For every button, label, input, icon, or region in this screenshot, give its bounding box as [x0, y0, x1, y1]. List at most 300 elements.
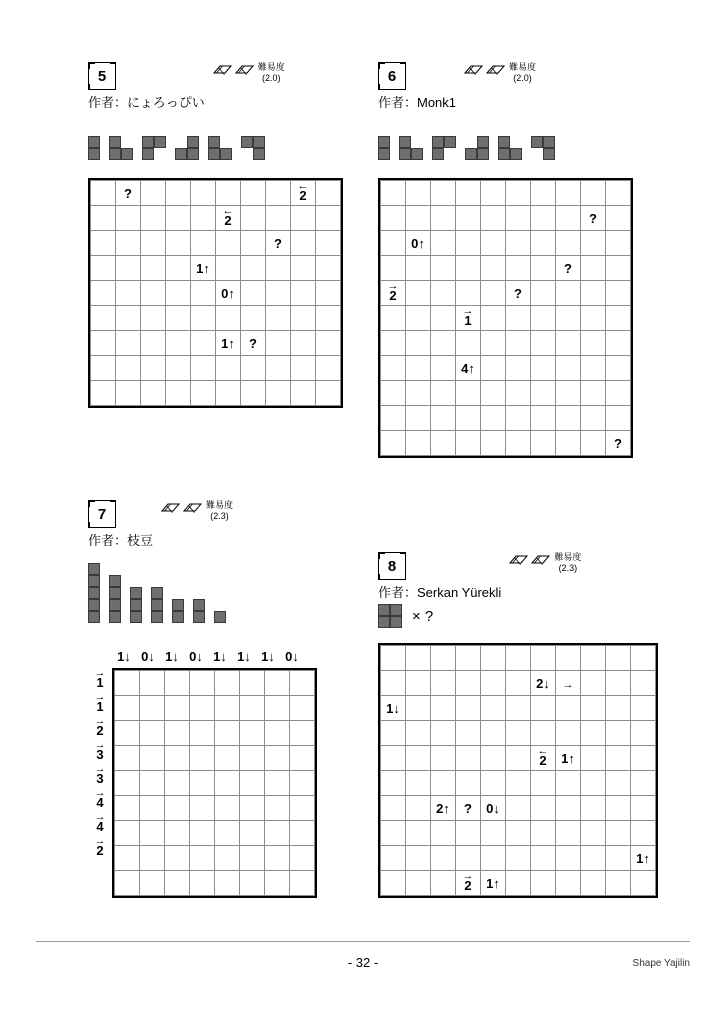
- grid-cell[interactable]: [140, 721, 165, 746]
- grid-cell[interactable]: [240, 696, 265, 721]
- grid-cell[interactable]: [406, 646, 431, 671]
- grid-cell[interactable]: [631, 771, 656, 796]
- grid-cell[interactable]: [431, 356, 456, 381]
- grid-cell[interactable]: [381, 381, 406, 406]
- grid-cell[interactable]: [266, 306, 291, 331]
- grid-cell[interactable]: [191, 256, 216, 281]
- grid-cell[interactable]: [141, 206, 166, 231]
- grid-cell[interactable]: [431, 256, 456, 281]
- grid-cell[interactable]: [116, 206, 141, 231]
- grid-cell[interactable]: [631, 646, 656, 671]
- grid-cell[interactable]: [166, 331, 191, 356]
- grid-cell[interactable]: [241, 231, 266, 256]
- grid-cell[interactable]: [506, 696, 531, 721]
- grid-cell[interactable]: [381, 821, 406, 846]
- grid-cell[interactable]: [240, 771, 265, 796]
- grid-table[interactable]: [114, 670, 315, 896]
- grid-cell[interactable]: [290, 821, 315, 846]
- grid-cell[interactable]: [556, 281, 581, 306]
- grid-cell[interactable]: [531, 356, 556, 381]
- grid-cell[interactable]: [215, 871, 240, 896]
- grid-cell[interactable]: [215, 821, 240, 846]
- grid-cell[interactable]: [431, 181, 456, 206]
- grid-cell[interactable]: [241, 306, 266, 331]
- grid-cell[interactable]: [481, 206, 506, 231]
- grid-cell[interactable]: [166, 256, 191, 281]
- grid-cell[interactable]: [456, 306, 481, 331]
- grid-cell[interactable]: [431, 696, 456, 721]
- grid-cell[interactable]: [191, 206, 216, 231]
- grid-cell[interactable]: [581, 181, 606, 206]
- grid-cell[interactable]: [116, 281, 141, 306]
- grid-cell[interactable]: [115, 796, 140, 821]
- grid-cell[interactable]: [506, 431, 531, 456]
- grid-cell[interactable]: [506, 181, 531, 206]
- grid-cell[interactable]: [166, 206, 191, 231]
- grid-cell[interactable]: [316, 256, 341, 281]
- grid-cell[interactable]: [431, 821, 456, 846]
- grid-cell[interactable]: [606, 181, 631, 206]
- grid-cell[interactable]: [431, 846, 456, 871]
- grid-cell[interactable]: [406, 721, 431, 746]
- grid-cell[interactable]: [456, 406, 481, 431]
- grid-cell[interactable]: [606, 771, 631, 796]
- grid-cell[interactable]: [456, 746, 481, 771]
- grid-cell[interactable]: [581, 356, 606, 381]
- grid-cell[interactable]: [191, 306, 216, 331]
- grid-cell[interactable]: [456, 181, 481, 206]
- grid-cell[interactable]: [216, 356, 241, 381]
- grid-cell[interactable]: [191, 356, 216, 381]
- grid-cell[interactable]: [556, 746, 581, 771]
- grid-cell[interactable]: [381, 771, 406, 796]
- grid-cell[interactable]: [381, 181, 406, 206]
- grid-cell[interactable]: [115, 771, 140, 796]
- grid-cell[interactable]: [166, 356, 191, 381]
- grid-cell[interactable]: [556, 406, 581, 431]
- grid-cell[interactable]: [290, 846, 315, 871]
- grid-cell[interactable]: [506, 281, 531, 306]
- grid-cell[interactable]: [216, 381, 241, 406]
- grid-cell[interactable]: [406, 671, 431, 696]
- grid-cell[interactable]: [216, 281, 241, 306]
- grid-cell[interactable]: [316, 206, 341, 231]
- grid-cell[interactable]: [431, 381, 456, 406]
- grid-cell[interactable]: [266, 206, 291, 231]
- grid-cell[interactable]: [581, 231, 606, 256]
- grid-cell[interactable]: [631, 696, 656, 721]
- grid-cell[interactable]: [431, 331, 456, 356]
- grid-cell[interactable]: [506, 356, 531, 381]
- grid-cell[interactable]: [290, 771, 315, 796]
- grid-cell[interactable]: [556, 871, 581, 896]
- grid-cell[interactable]: [556, 181, 581, 206]
- grid-cell[interactable]: [381, 721, 406, 746]
- grid-cell[interactable]: [140, 746, 165, 771]
- grid-cell[interactable]: [406, 381, 431, 406]
- grid-cell[interactable]: [166, 231, 191, 256]
- grid-cell[interactable]: [531, 381, 556, 406]
- grid-cell[interactable]: [456, 431, 481, 456]
- grid-cell[interactable]: [481, 356, 506, 381]
- grid-cell[interactable]: [406, 871, 431, 896]
- grid-cell[interactable]: [506, 206, 531, 231]
- grid-cell[interactable]: [266, 256, 291, 281]
- grid-cell[interactable]: [531, 181, 556, 206]
- grid-cell[interactable]: [240, 671, 265, 696]
- grid-cell[interactable]: [406, 331, 431, 356]
- puzzle-6-grid[interactable]: [378, 178, 633, 458]
- grid-cell[interactable]: [556, 306, 581, 331]
- grid-cell[interactable]: [191, 331, 216, 356]
- grid-cell[interactable]: [406, 206, 431, 231]
- grid-cell[interactable]: [316, 231, 341, 256]
- grid-cell[interactable]: [506, 771, 531, 796]
- grid-cell[interactable]: [266, 381, 291, 406]
- grid-cell[interactable]: [556, 206, 581, 231]
- grid-cell[interactable]: [606, 821, 631, 846]
- grid-cell[interactable]: [290, 871, 315, 896]
- grid-cell[interactable]: [165, 746, 190, 771]
- grid-cell[interactable]: [140, 671, 165, 696]
- grid-cell[interactable]: [581, 281, 606, 306]
- grid-cell[interactable]: [556, 356, 581, 381]
- grid-cell[interactable]: [91, 331, 116, 356]
- grid-cell[interactable]: [290, 721, 315, 746]
- grid-cell[interactable]: [381, 846, 406, 871]
- grid-cell[interactable]: [456, 671, 481, 696]
- grid-cell[interactable]: [481, 381, 506, 406]
- grid-cell[interactable]: [216, 331, 241, 356]
- grid-cell[interactable]: [531, 231, 556, 256]
- grid-cell[interactable]: [240, 846, 265, 871]
- grid-cell[interactable]: [556, 696, 581, 721]
- grid-cell[interactable]: [556, 256, 581, 281]
- grid-cell[interactable]: [606, 206, 631, 231]
- grid-cell[interactable]: [216, 206, 241, 231]
- grid-cell[interactable]: [215, 771, 240, 796]
- grid-cell[interactable]: [606, 256, 631, 281]
- grid-cell[interactable]: [431, 306, 456, 331]
- grid-cell[interactable]: [116, 356, 141, 381]
- grid-cell[interactable]: [631, 796, 656, 821]
- grid-cell[interactable]: [91, 381, 116, 406]
- grid-cell[interactable]: [431, 406, 456, 431]
- grid-cell[interactable]: [406, 746, 431, 771]
- grid-cell[interactable]: [506, 406, 531, 431]
- grid-cell[interactable]: [456, 381, 481, 406]
- grid-cell[interactable]: [316, 331, 341, 356]
- grid-cell[interactable]: [216, 231, 241, 256]
- grid-cell[interactable]: [240, 721, 265, 746]
- grid-cell[interactable]: [481, 746, 506, 771]
- grid-cell[interactable]: [115, 846, 140, 871]
- puzzle-8-grid[interactable]: [378, 643, 658, 898]
- grid-cell[interactable]: [556, 821, 581, 846]
- grid-cell[interactable]: [456, 231, 481, 256]
- grid-cell[interactable]: [631, 821, 656, 846]
- grid-cell[interactable]: [431, 671, 456, 696]
- grid-cell[interactable]: [506, 671, 531, 696]
- grid-cell[interactable]: [381, 646, 406, 671]
- grid-cell[interactable]: [481, 306, 506, 331]
- puzzle-7-grid[interactable]: [112, 668, 317, 898]
- grid-cell[interactable]: [631, 871, 656, 896]
- grid-cell[interactable]: [581, 746, 606, 771]
- grid-cell[interactable]: [556, 331, 581, 356]
- grid-cell[interactable]: [190, 846, 215, 871]
- grid-cell[interactable]: [406, 181, 431, 206]
- grid-cell[interactable]: [481, 406, 506, 431]
- grid-cell[interactable]: [556, 721, 581, 746]
- grid-cell[interactable]: [91, 206, 116, 231]
- grid-cell[interactable]: [265, 746, 290, 771]
- grid-cell[interactable]: [291, 306, 316, 331]
- puzzle-5-grid[interactable]: [88, 178, 343, 408]
- grid-cell[interactable]: [406, 796, 431, 821]
- grid-cell[interactable]: [166, 281, 191, 306]
- grid-cell[interactable]: [140, 771, 165, 796]
- grid-cell[interactable]: [265, 846, 290, 871]
- grid-cell[interactable]: [265, 696, 290, 721]
- grid-cell[interactable]: [141, 281, 166, 306]
- grid-cell[interactable]: [506, 796, 531, 821]
- grid-cell[interactable]: [116, 256, 141, 281]
- grid-cell[interactable]: [606, 381, 631, 406]
- grid-cell[interactable]: [91, 306, 116, 331]
- grid-cell[interactable]: [215, 696, 240, 721]
- grid-cell[interactable]: [531, 821, 556, 846]
- grid-cell[interactable]: [531, 671, 556, 696]
- grid-cell[interactable]: [406, 356, 431, 381]
- grid-cell[interactable]: [216, 306, 241, 331]
- grid-cell[interactable]: [606, 671, 631, 696]
- grid-cell[interactable]: [606, 696, 631, 721]
- grid-cell[interactable]: [431, 646, 456, 671]
- grid-cell[interactable]: [606, 231, 631, 256]
- grid-cell[interactable]: [265, 821, 290, 846]
- grid-cell[interactable]: [581, 696, 606, 721]
- grid-cell[interactable]: [215, 846, 240, 871]
- grid-cell[interactable]: [556, 381, 581, 406]
- grid-cell[interactable]: [481, 331, 506, 356]
- grid-cell[interactable]: [406, 431, 431, 456]
- grid-cell[interactable]: [456, 871, 481, 896]
- grid-cell[interactable]: [531, 721, 556, 746]
- grid-cell[interactable]: [165, 796, 190, 821]
- grid-cell[interactable]: [141, 181, 166, 206]
- grid-cell[interactable]: [456, 256, 481, 281]
- grid-cell[interactable]: [481, 646, 506, 671]
- grid-cell[interactable]: [606, 431, 631, 456]
- grid-cell[interactable]: [581, 646, 606, 671]
- grid-cell[interactable]: [531, 871, 556, 896]
- grid-cell[interactable]: [381, 746, 406, 771]
- grid-cell[interactable]: [190, 721, 215, 746]
- grid-cell[interactable]: [290, 746, 315, 771]
- grid-cell[interactable]: [166, 181, 191, 206]
- grid-cell[interactable]: [556, 431, 581, 456]
- grid-cell[interactable]: [215, 721, 240, 746]
- grid-cell[interactable]: [290, 696, 315, 721]
- grid-cell[interactable]: [190, 696, 215, 721]
- grid-cell[interactable]: [431, 231, 456, 256]
- grid-cell[interactable]: [191, 231, 216, 256]
- grid-cell[interactable]: [581, 721, 606, 746]
- grid-cell[interactable]: [316, 181, 341, 206]
- grid-cell[interactable]: [265, 796, 290, 821]
- grid-table[interactable]: [380, 180, 631, 456]
- grid-cell[interactable]: [581, 431, 606, 456]
- grid-cell[interactable]: [165, 846, 190, 871]
- grid-cell[interactable]: [406, 846, 431, 871]
- grid-cell[interactable]: [91, 256, 116, 281]
- grid-cell[interactable]: [141, 356, 166, 381]
- grid-cell[interactable]: [215, 796, 240, 821]
- grid-cell[interactable]: [481, 846, 506, 871]
- grid-cell[interactable]: [456, 696, 481, 721]
- grid-cell[interactable]: [631, 721, 656, 746]
- grid-cell[interactable]: [606, 406, 631, 431]
- grid-cell[interactable]: [556, 671, 581, 696]
- grid-cell[interactable]: [456, 846, 481, 871]
- grid-cell[interactable]: [456, 206, 481, 231]
- grid-cell[interactable]: [431, 871, 456, 896]
- grid-cell[interactable]: [240, 746, 265, 771]
- grid-cell[interactable]: [381, 306, 406, 331]
- grid-cell[interactable]: [581, 256, 606, 281]
- grid-cell[interactable]: [115, 721, 140, 746]
- grid-cell[interactable]: [265, 871, 290, 896]
- grid-cell[interactable]: [241, 331, 266, 356]
- grid-cell[interactable]: [116, 181, 141, 206]
- grid-cell[interactable]: [116, 331, 141, 356]
- grid-table[interactable]: [380, 645, 656, 896]
- grid-cell[interactable]: [481, 231, 506, 256]
- grid-cell[interactable]: [290, 796, 315, 821]
- grid-cell[interactable]: [531, 256, 556, 281]
- grid-cell[interactable]: [190, 821, 215, 846]
- grid-cell[interactable]: [506, 306, 531, 331]
- grid-cell[interactable]: [266, 181, 291, 206]
- grid-cell[interactable]: [481, 671, 506, 696]
- grid-cell[interactable]: [381, 256, 406, 281]
- grid-cell[interactable]: [116, 231, 141, 256]
- grid-cell[interactable]: [606, 746, 631, 771]
- grid-cell[interactable]: [141, 306, 166, 331]
- grid-cell[interactable]: [241, 206, 266, 231]
- grid-cell[interactable]: [406, 231, 431, 256]
- grid-cell[interactable]: [381, 406, 406, 431]
- grid-cell[interactable]: [266, 281, 291, 306]
- grid-cell[interactable]: [190, 671, 215, 696]
- grid-cell[interactable]: [481, 821, 506, 846]
- grid-cell[interactable]: [581, 821, 606, 846]
- grid-cell[interactable]: [531, 406, 556, 431]
- grid-cell[interactable]: [190, 771, 215, 796]
- grid-cell[interactable]: [606, 306, 631, 331]
- grid-cell[interactable]: [165, 721, 190, 746]
- grid-cell[interactable]: [240, 871, 265, 896]
- grid-cell[interactable]: [431, 281, 456, 306]
- grid-cell[interactable]: [556, 796, 581, 821]
- grid-cell[interactable]: [165, 821, 190, 846]
- grid-cell[interactable]: [581, 206, 606, 231]
- grid-cell[interactable]: [406, 771, 431, 796]
- grid-cell[interactable]: [531, 846, 556, 871]
- grid-cell[interactable]: [581, 381, 606, 406]
- grid-cell[interactable]: [381, 796, 406, 821]
- grid-cell[interactable]: [140, 871, 165, 896]
- grid-cell[interactable]: [506, 721, 531, 746]
- grid-cell[interactable]: [431, 771, 456, 796]
- grid-cell[interactable]: [291, 181, 316, 206]
- grid-cell[interactable]: [381, 871, 406, 896]
- grid-cell[interactable]: [506, 256, 531, 281]
- grid-cell[interactable]: [606, 281, 631, 306]
- grid-cell[interactable]: [291, 256, 316, 281]
- grid-cell[interactable]: [115, 746, 140, 771]
- grid-cell[interactable]: [556, 846, 581, 871]
- grid-cell[interactable]: [606, 871, 631, 896]
- grid-cell[interactable]: [381, 431, 406, 456]
- grid-cell[interactable]: [581, 406, 606, 431]
- grid-cell[interactable]: [606, 646, 631, 671]
- grid-cell[interactable]: [266, 356, 291, 381]
- grid-cell[interactable]: [165, 771, 190, 796]
- grid-cell[interactable]: [406, 306, 431, 331]
- grid-cell[interactable]: [606, 721, 631, 746]
- grid-cell[interactable]: [481, 871, 506, 896]
- grid-cell[interactable]: [91, 356, 116, 381]
- grid-cell[interactable]: [531, 796, 556, 821]
- grid-cell[interactable]: [91, 181, 116, 206]
- grid-cell[interactable]: [291, 331, 316, 356]
- grid-cell[interactable]: [266, 331, 291, 356]
- grid-cell[interactable]: [581, 306, 606, 331]
- grid-cell[interactable]: [381, 696, 406, 721]
- grid-cell[interactable]: [581, 871, 606, 896]
- grid-cell[interactable]: [91, 231, 116, 256]
- grid-cell[interactable]: [241, 181, 266, 206]
- grid-cell[interactable]: [506, 871, 531, 896]
- grid-cell[interactable]: [265, 721, 290, 746]
- grid-cell[interactable]: [240, 821, 265, 846]
- grid-cell[interactable]: [631, 846, 656, 871]
- grid-cell[interactable]: [165, 696, 190, 721]
- grid-cell[interactable]: [531, 206, 556, 231]
- grid-cell[interactable]: [406, 256, 431, 281]
- grid-cell[interactable]: [531, 281, 556, 306]
- grid-cell[interactable]: [191, 381, 216, 406]
- grid-cell[interactable]: [165, 871, 190, 896]
- grid-cell[interactable]: [116, 306, 141, 331]
- grid-cell[interactable]: [191, 181, 216, 206]
- grid-cell[interactable]: [291, 281, 316, 306]
- grid-cell[interactable]: [406, 696, 431, 721]
- grid-cell[interactable]: [191, 281, 216, 306]
- grid-cell[interactable]: [481, 256, 506, 281]
- grid-cell[interactable]: [606, 796, 631, 821]
- grid-cell[interactable]: [115, 696, 140, 721]
- grid-cell[interactable]: [115, 821, 140, 846]
- grid-cell[interactable]: [481, 281, 506, 306]
- grid-cell[interactable]: [115, 871, 140, 896]
- grid-cell[interactable]: [431, 431, 456, 456]
- grid-cell[interactable]: [406, 281, 431, 306]
- grid-cell[interactable]: [381, 281, 406, 306]
- grid-cell[interactable]: [631, 746, 656, 771]
